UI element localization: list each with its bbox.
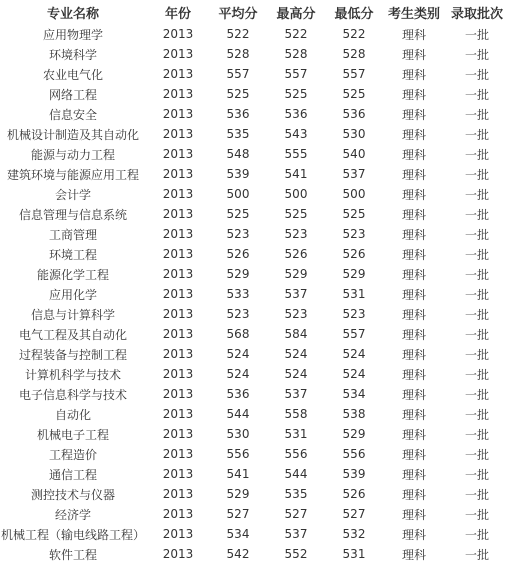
cell-student-category: 理科	[401, 527, 426, 542]
cell-min-score: 529	[342, 267, 366, 281]
cell-year: 2013	[162, 427, 194, 441]
cell-major-name: 网络工程	[48, 87, 97, 102]
cell-min-score: 500	[342, 187, 366, 201]
cell-year: 2013	[162, 127, 194, 141]
cell-min-score: 539	[342, 467, 366, 481]
cell-max-score: 584	[284, 327, 308, 341]
cell-year: 2013	[162, 347, 194, 361]
cell-major-name: 经济学	[54, 507, 91, 522]
cell-max-score: 525	[284, 207, 308, 221]
cell-admission-batch: 一批	[464, 327, 489, 342]
table-header	[0, 0, 508, 24]
table-row	[0, 264, 508, 284]
cell-student-category: 理科	[401, 547, 426, 562]
cell-min-score: 531	[342, 287, 366, 301]
cell-major-name: 应用化学	[48, 287, 97, 302]
cell-major-name: 会计学	[54, 187, 91, 202]
cell-max-score: 537	[284, 287, 308, 301]
cell-student-category: 理科	[401, 47, 426, 62]
cell-average-score: 535	[226, 127, 250, 141]
table-row	[0, 84, 508, 104]
cell-student-category: 理科	[401, 387, 426, 402]
cell-average-score: 556	[226, 447, 250, 461]
cell-admission-batch: 一批	[464, 247, 489, 262]
header-max-score: 最高分	[276, 6, 316, 22]
cell-min-score: 526	[342, 247, 366, 261]
cell-min-score: 537	[342, 167, 366, 181]
cell-average-score: 527	[226, 507, 250, 521]
cell-average-score: 528	[226, 47, 250, 61]
cell-major-name: 机械工程（输电线路工程）	[0, 527, 145, 542]
cell-max-score: 537	[284, 527, 308, 541]
cell-max-score: 531	[284, 427, 308, 441]
header-major-name: 专业名称	[46, 6, 99, 22]
cell-admission-batch: 一批	[464, 447, 489, 462]
cell-average-score: 548	[226, 147, 250, 161]
cell-average-score: 542	[226, 547, 250, 561]
table-row	[0, 364, 508, 384]
table-row	[0, 204, 508, 224]
table-row	[0, 244, 508, 264]
cell-student-category: 理科	[401, 307, 426, 322]
cell-major-name: 信息安全	[48, 107, 97, 122]
table-row	[0, 504, 508, 524]
cell-max-score: 536	[284, 107, 308, 121]
cell-admission-batch: 一批	[464, 347, 489, 362]
cell-min-score: 531	[342, 547, 366, 561]
cell-student-category: 理科	[401, 287, 426, 302]
cell-year: 2013	[162, 87, 194, 101]
table-row	[0, 184, 508, 204]
cell-major-name: 信息管理与信息系统	[18, 207, 127, 222]
cell-max-score: 524	[284, 367, 308, 381]
header-min-score: 最低分	[334, 6, 374, 22]
table-row	[0, 404, 508, 424]
table-row	[0, 384, 508, 404]
cell-average-score: 544	[226, 407, 250, 421]
cell-admission-batch: 一批	[464, 287, 489, 302]
cell-year: 2013	[162, 487, 194, 501]
cell-year: 2013	[162, 467, 194, 481]
cell-admission-batch: 一批	[464, 207, 489, 222]
header-average-score: 平均分	[218, 6, 258, 22]
table-row	[0, 144, 508, 164]
table-row	[0, 224, 508, 244]
cell-major-name: 软件工程	[48, 547, 97, 562]
cell-min-score: 528	[342, 47, 366, 61]
cell-year: 2013	[162, 67, 194, 81]
cell-max-score: 556	[284, 447, 308, 461]
cell-admission-batch: 一批	[464, 107, 489, 122]
cell-major-name: 通信工程	[48, 467, 97, 482]
cell-admission-batch: 一批	[464, 27, 489, 42]
cell-student-category: 理科	[401, 107, 426, 122]
cell-year: 2013	[162, 47, 194, 61]
table-row	[0, 444, 508, 464]
cell-average-score: 568	[226, 327, 250, 341]
cell-min-score: 526	[342, 487, 366, 501]
cell-average-score: 539	[226, 167, 250, 181]
cell-min-score: 523	[342, 227, 366, 241]
cell-max-score: 500	[284, 187, 308, 201]
cell-student-category: 理科	[401, 67, 426, 82]
cell-average-score: 523	[226, 307, 250, 321]
cell-major-name: 机械电子工程	[36, 427, 109, 442]
cell-average-score: 522	[226, 27, 250, 41]
table-row	[0, 424, 508, 444]
cell-average-score: 530	[226, 427, 250, 441]
cell-admission-batch: 一批	[464, 407, 489, 422]
cell-admission-batch: 一批	[464, 427, 489, 442]
table-row	[0, 104, 508, 124]
cell-max-score: 526	[284, 247, 308, 261]
cell-major-name: 计算机科学与技术	[24, 367, 121, 382]
cell-admission-batch: 一批	[464, 187, 489, 202]
cell-major-name: 测控技术与仪器	[30, 487, 115, 502]
table-row	[0, 284, 508, 304]
cell-student-category: 理科	[401, 467, 426, 482]
cell-max-score: 537	[284, 387, 308, 401]
cell-admission-batch: 一批	[464, 487, 489, 502]
cell-max-score: 558	[284, 407, 308, 421]
cell-year: 2013	[162, 307, 194, 321]
cell-admission-batch: 一批	[464, 167, 489, 182]
table-row	[0, 324, 508, 344]
cell-major-name: 过程装备与控制工程	[18, 347, 127, 362]
cell-major-name: 环境科学	[48, 47, 97, 62]
cell-average-score: 526	[226, 247, 250, 261]
cell-student-category: 理科	[401, 407, 426, 422]
cell-year: 2013	[162, 367, 194, 381]
cell-year: 2013	[162, 547, 194, 561]
cell-average-score: 525	[226, 207, 250, 221]
cell-min-score: 557	[342, 327, 366, 341]
cell-student-category: 理科	[401, 327, 426, 342]
table-row	[0, 24, 508, 44]
cell-year: 2013	[162, 387, 194, 401]
cell-max-score: 524	[284, 347, 308, 361]
cell-admission-batch: 一批	[464, 527, 489, 542]
cell-major-name: 电气工程及其自动化	[18, 327, 127, 342]
table-row	[0, 524, 508, 544]
cell-min-score: 523	[342, 307, 366, 321]
cell-admission-batch: 一批	[464, 267, 489, 282]
cell-major-name: 能源化学工程	[36, 267, 109, 282]
cell-average-score: 529	[226, 487, 250, 501]
cell-major-name: 信息与计算科学	[30, 307, 115, 322]
cell-student-category: 理科	[401, 147, 426, 162]
table-body	[0, 24, 508, 564]
cell-major-name: 应用物理学	[42, 27, 103, 42]
cell-min-score: 532	[342, 527, 366, 541]
cell-average-score: 524	[226, 347, 250, 361]
cell-student-category: 理科	[401, 187, 426, 202]
cell-major-name: 自动化	[54, 407, 91, 422]
cell-min-score: 530	[342, 127, 366, 141]
header-year: 年份	[164, 6, 191, 22]
cell-year: 2013	[162, 267, 194, 281]
cell-max-score: 522	[284, 27, 308, 41]
table-row	[0, 484, 508, 504]
cell-max-score: 528	[284, 47, 308, 61]
cell-min-score: 525	[342, 207, 366, 221]
cell-average-score: 541	[226, 467, 250, 481]
cell-max-score: 529	[284, 267, 308, 281]
cell-average-score: 536	[226, 107, 250, 121]
cell-student-category: 理科	[401, 267, 426, 282]
cell-year: 2013	[162, 447, 194, 461]
cell-admission-batch: 一批	[464, 387, 489, 402]
cell-student-category: 理科	[401, 87, 426, 102]
cell-student-category: 理科	[401, 227, 426, 242]
cell-max-score: 544	[284, 467, 308, 481]
cell-average-score: 529	[226, 267, 250, 281]
cell-admission-batch: 一批	[464, 127, 489, 142]
cell-min-score: 527	[342, 507, 366, 521]
table-row	[0, 64, 508, 84]
table-row	[0, 304, 508, 324]
table-row	[0, 124, 508, 144]
cell-student-category: 理科	[401, 507, 426, 522]
cell-max-score: 541	[284, 167, 308, 181]
cell-year: 2013	[162, 287, 194, 301]
cell-max-score: 523	[284, 227, 308, 241]
table-row	[0, 44, 508, 64]
cell-student-category: 理科	[401, 127, 426, 142]
cell-student-category: 理科	[401, 447, 426, 462]
cell-max-score: 525	[284, 87, 308, 101]
cell-admission-batch: 一批	[464, 367, 489, 382]
cell-admission-batch: 一批	[464, 547, 489, 562]
cell-admission-batch: 一批	[464, 467, 489, 482]
cell-student-category: 理科	[401, 247, 426, 262]
cell-major-name: 机械设计制造及其自动化	[6, 127, 139, 142]
cell-major-name: 工商管理	[48, 227, 97, 242]
cell-average-score: 536	[226, 387, 250, 401]
cell-major-name: 农业电气化	[42, 67, 103, 82]
cell-max-score: 552	[284, 547, 308, 561]
cell-year: 2013	[162, 507, 194, 521]
cell-average-score: 525	[226, 87, 250, 101]
header-admission-batch: 录取批次	[450, 6, 503, 22]
cell-year: 2013	[162, 327, 194, 341]
cell-admission-batch: 一批	[464, 67, 489, 82]
cell-major-name: 工程造价	[48, 447, 97, 462]
cell-max-score: 555	[284, 147, 308, 161]
cell-min-score: 540	[342, 147, 366, 161]
cell-admission-batch: 一批	[464, 507, 489, 522]
cell-major-name: 建筑环境与能源应用工程	[6, 167, 139, 182]
header-student-category: 考生类别	[387, 6, 440, 22]
cell-min-score: 529	[342, 427, 366, 441]
cell-average-score: 534	[226, 527, 250, 541]
cell-student-category: 理科	[401, 427, 426, 442]
cell-min-score: 536	[342, 107, 366, 121]
cell-average-score: 557	[226, 67, 250, 81]
cell-year: 2013	[162, 527, 194, 541]
cell-student-category: 理科	[401, 207, 426, 222]
cell-admission-batch: 一批	[464, 87, 489, 102]
cell-min-score: 522	[342, 27, 366, 41]
cell-max-score: 543	[284, 127, 308, 141]
cell-max-score: 535	[284, 487, 308, 501]
cell-average-score: 533	[226, 287, 250, 301]
cell-min-score: 538	[342, 407, 366, 421]
table-row	[0, 544, 508, 564]
cell-student-category: 理科	[401, 27, 426, 42]
cell-year: 2013	[162, 167, 194, 181]
table-row	[0, 164, 508, 184]
cell-max-score: 523	[284, 307, 308, 321]
header-row	[0, 0, 508, 24]
table-row	[0, 464, 508, 484]
cell-max-score: 557	[284, 67, 308, 81]
cell-year: 2013	[162, 247, 194, 261]
cell-year: 2013	[162, 407, 194, 421]
cell-year: 2013	[162, 107, 194, 121]
cell-average-score: 523	[226, 227, 250, 241]
cell-min-score: 524	[342, 347, 366, 361]
cell-min-score: 534	[342, 387, 366, 401]
cell-student-category: 理科	[401, 487, 426, 502]
cell-admission-batch: 一批	[464, 227, 489, 242]
table-row	[0, 344, 508, 364]
cell-student-category: 理科	[401, 347, 426, 362]
cell-min-score: 557	[342, 67, 366, 81]
cell-major-name: 环境工程	[48, 247, 97, 262]
cell-student-category: 理科	[401, 167, 426, 182]
cell-min-score: 556	[342, 447, 366, 461]
cell-year: 2013	[162, 207, 194, 221]
cell-average-score: 524	[226, 367, 250, 381]
cell-min-score: 525	[342, 87, 366, 101]
cell-year: 2013	[162, 27, 194, 41]
cell-average-score: 500	[226, 187, 250, 201]
cell-admission-batch: 一批	[464, 307, 489, 322]
cell-min-score: 524	[342, 367, 366, 381]
cell-student-category: 理科	[401, 367, 426, 382]
cell-year: 2013	[162, 147, 194, 161]
cell-admission-batch: 一批	[464, 47, 489, 62]
cell-year: 2013	[162, 187, 194, 201]
cell-max-score: 527	[284, 507, 308, 521]
cell-major-name: 能源与动力工程	[30, 147, 115, 162]
cell-admission-batch: 一批	[464, 147, 489, 162]
cell-major-name: 电子信息科学与技术	[18, 387, 127, 402]
cell-year: 2013	[162, 227, 194, 241]
